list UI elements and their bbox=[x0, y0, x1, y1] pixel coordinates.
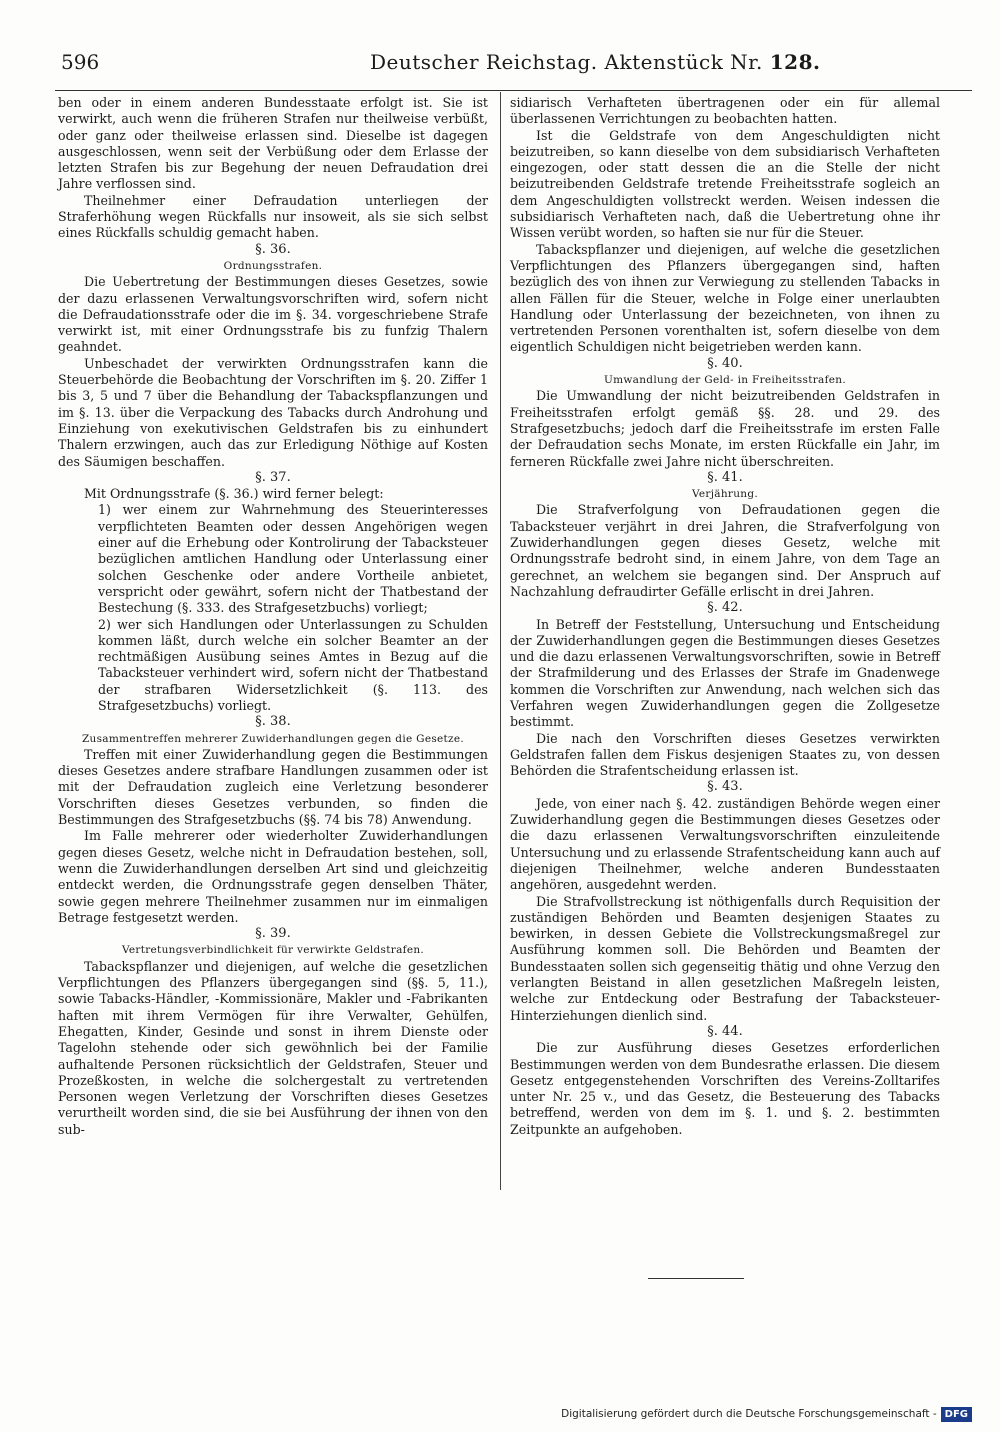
section-subtitle: Zusammentreffen mehrerer Zuwiderhandlungen gegen die Gesetze. bbox=[81, 732, 465, 745]
paragraph: Die zur Ausführung dieses Gesetzes erforderlichen Bestimmungen werden von dem Bundesrathe erlassen. Die diesem Gesetz entgegenstehenden Vorschriften des Vereins-Zolltarifes unter Nr. 25 v., und das Gesetz, die Besteuerung des Tabacks betreffend, werden von dem im §. 1. und §. 2. bestimmten Zeitpunkte an aufgehoben. bbox=[510, 1040, 940, 1137]
right-column bbox=[510, 95, 940, 1138]
section-heading: §. 44. bbox=[707, 1023, 743, 1039]
paragraph: Jede, von einer nach §. 42. zuständigen Behörde wegen einer Zuwiderhandlung gegen die Bestimmungen dieses Gesetzes oder die dazu erlassenen Verwaltungsvorschriften einzuleitende Untersuchung und zu erlassende Strafentscheidung kann auch auf diejenigen Theilnehmer, welche anderen Bundesstaaten angehören, ausgedehnt werden. bbox=[510, 795, 940, 893]
footer bbox=[561, 1404, 972, 1424]
paragraph: Unbeschadet der verwirkten Ordnungsstrafen kann die Steuerbehörde die Beobachtung der Vorschriften im §. 20. Ziffer 1 bis 3, 5 und 7 über die Behandlung der Tabackspflanzungen und im §. 13. über die Verpackung des Tabacks durch Androhung und Einziehung von exekutivischen Geldstrafen bis zu einhundert Thalern erzwingen, auch das zur Erledigung Nöthige auf Kosten des Säumigen beschaffen. bbox=[58, 355, 488, 469]
page-header bbox=[55, 50, 945, 80]
paragraph: Die nach den Vorschriften dieses Gesetzes verwirkten Geldstrafen fallen dem Fiskus desjenigen Staates zu, von dessen Behörden die Strafentscheidung erlassen ist. bbox=[510, 730, 940, 779]
end-rule bbox=[648, 1278, 744, 1279]
section-heading: §. 42. bbox=[707, 600, 743, 616]
left-column bbox=[58, 95, 488, 1138]
section-heading: §. 38. bbox=[255, 714, 291, 730]
paragraph: In Betreff der Feststellung, Untersuchung und Entscheidung der Zuwiderhandlungen gegen die Bestimmungen dieses Gesetzes und die dazu erlassenen Verwaltungsvorschriften, sowie in Betreff der Strafmilderung und des Erlasses der Strafe im Gnadenwege kommen die Vorschriften zur Anwendung, nach welchen sich das Verfahren wegen Zuwiderhandlungen gegen die Zollgesetze bestimmt. bbox=[510, 616, 940, 730]
section-heading: §. 39. bbox=[255, 926, 291, 942]
list-item: 1) wer einem zur Wahrnehmung des Steuerinteresses verpflichteten Beamten oder dessen Angehörigen wegen einer auf die Erhebung oder Kontrolirung der Tabacksteuer bezüglichen amtlichen Handlung oder Unterlassung einer solchen Geschenke oder andere Vortheile anbietet, verspricht oder gewährt, sofern nicht der Thatbestand der Bestechung (§. 333. des Strafgesetzbuchs) vorliegt; bbox=[98, 502, 488, 616]
section-heading: §. 41. bbox=[707, 469, 743, 485]
section-heading: §. 37. bbox=[255, 469, 291, 485]
paragraph: sidiarisch Verhafteten übertragenen oder ein für allemal überlassenen Verrichtungen zu beobachten hatten. bbox=[510, 95, 940, 127]
paragraph: Die Uebertretung der Bestimmungen dieses Gesetzes, sowie der dazu erlassenen Verwaltungsvorschriften wird, sofern nicht die Defraudationsstrafe oder die im §. 34. vorgeschriebene Strafe verwirkt ist, mit einer Ordnungsstrafe bis zu funfzig Thalern geahndet. bbox=[58, 274, 488, 355]
section-heading: §. 36. bbox=[255, 241, 291, 257]
section-subtitle: Verjährung. bbox=[691, 488, 759, 501]
paragraph: Im Falle mehrerer oder wiederholter Zuwiderhandlungen gegen dieses Gesetz, welche nicht in Defraudation bestehen, soll, wenn die Zuwiderhandlungen derselben Art sind und gleichzeitig entdeckt werden, die Ordnungsstrafe gegen denselben Thäter, sowie gegen mehrere Theilnehmer zusammen nur im einmaligen Betrage festgesetzt werden. bbox=[58, 828, 488, 925]
paragraph: ben oder in einem anderen Bundesstaate erfolgt ist. Sie ist verwirkt, auch wenn die früheren Strafen nur theilweise verbüßt, oder ganz oder theilweise erlassen sind. Dieselbe ist dagegen ausgeschlossen, wenn seit der Verbüßung oder dem Erlasse der letzten Strafen bis zur Begehung der neuen Defraudation drei Jahre verflossen sind. bbox=[58, 95, 488, 192]
footer-text: Digitalisierung gefördert durch die Deutsche Forschungsgemeinschaft - bbox=[561, 1408, 937, 1420]
paragraph: Tabackspflanzer und diejenigen, auf welche die gesetzlichen Verpflichtungen des Pflanzers übergegangen sind, haften bezüglich des von ihnen zur Verwiegung zu stellenden Tabacks in allen Fällen für die Steuer, welche in Folge einer unerlaubten Handlung oder Unterlassung der bezeichneten, von ihnen zu vertretenden Personen vorenthalten ist, sofern dieselbe von dem eigentlich Schuldigen nicht beigetrieben werden kann. bbox=[510, 241, 940, 355]
document-number: 128. bbox=[769, 50, 821, 74]
section-heading: §. 43. bbox=[707, 779, 743, 795]
section-subtitle: Umwandlung der Geld- in Freiheitsstrafen. bbox=[603, 374, 846, 387]
paragraph: Mit Ordnungsstrafe (§. 36.) wird ferner belegt: bbox=[84, 486, 384, 502]
section-subtitle: Ordnungsstrafen. bbox=[223, 259, 323, 272]
paragraph: Die Strafverfolgung von Defraudationen gegen die Tabacksteuer verjährt in drei Jahren, die Strafverfolgung von Zuwiderhandlungen gegen dieses Gesetz, welche mit Ordnungsstrafe bedroht sind, in einem Jahre, von dem Tage an gerechnet, an welchem sie begangen sind. Der Anspruch auf Nachzahlung defraudirter Gefälle erlischt in drei Jahren. bbox=[510, 502, 940, 599]
section-subtitle: Vertretungsverbindlichkeit für verwirkte Geldstrafen. bbox=[121, 944, 425, 957]
paragraph: Die Strafvollstreckung ist nöthigenfalls durch Requisition der zuständigen Behörden und Beamten desjenigen Staates zu bewirken, in dessen Gebiete die Vollstreckungsmaßregel zur Ausführung kommen soll. Die Behörden und Beamten der Bundesstaaten sollen sich gegenseitig thätig und ohne Verzug den verlangten Beistand in allen gesetzlichen Maßregeln leisten, welche zur Entdeckung oder Bestrafung der Tabacksteuer-Hinterziehungen dienlich sind. bbox=[510, 893, 940, 1023]
paragraph: Tabackspflanzer und diejenigen, auf welche die gesetzlichen Verpflichtungen des Pflanzers übergegangen sind (§§. 5, 11.), sowie Tabacks-Händler, -Kommissionäre, Makler und -Fabrikanten haften mit ihrem Vermögen für ihre Verwalter, Gehülfen, Ehegatten, Kinder, Gesinde und sonst in ihrem Dienste oder Tagelohn stehende oder sich gewöhnlich bei der Familie aufhaltende Personen rücksichtlich der Geldstrafen, Steuer und Prozeßkosten, in welche die solchergestalt zu vertretenden Personen wegen Verletzung der Vorschriften dieses Gesetzes verurtheilt worden sind, die sie bei Ausführung der ihnen von den sub- bbox=[58, 958, 488, 1137]
paragraph: Theilnehmer einer Defraudation unterliegen der Straferhöhung wegen Rückfalls nur insoweit, als sie sich selbst eines Rückfalls schuldig gemacht haben. bbox=[58, 192, 488, 241]
list-item: 2) wer sich Handlungen oder Unterlassungen zu Schulden kommen läßt, durch welche ein solcher Beamter an der rechtmäßigen Ausübung seines Amtes in Bezug auf die Tabacksteuer verhindert wird, sofern nicht der Thatbestand der strafbaren Widersetzlichkeit (§. 113. des Strafgesetzbuchs) vorliegt. bbox=[98, 616, 488, 713]
dfg-logo: DFG bbox=[941, 1407, 972, 1422]
running-title bbox=[370, 50, 820, 74]
paragraph: Ist die Geldstrafe von dem Angeschuldigten nicht beizutreiben, so kann dieselbe von dem subsidiarisch Verhafteten eingezogen, oder statt dessen die an die Stelle der nicht beizutreibenden Geldstrafe tretende Freiheitsstrafe sogleich an dem Angeschuldigten vollstreckt werden. Weisen indessen die subsidiarisch Verhafteten nach, daß die Uebertretung ohne ihr Wissen verübt worden, so haften sie nur für die Steuer. bbox=[510, 127, 940, 241]
running-title-text: Deutscher Reichstag. Aktenstück Nr. bbox=[370, 50, 763, 74]
section-heading: §. 40. bbox=[707, 355, 743, 371]
paragraph: Treffen mit einer Zuwiderhandlung gegen die Bestimmungen dieses Gesetzes andere strafbare Handlungen zusammen oder ist mit der Defraudation zugleich eine Verletzung besonderer Vorschriften dieses Gesetzes verbunden, so finden die Bestimmungen des Strafgesetzbuchs (§§. 74 bis 78) Anwendung. bbox=[58, 746, 488, 828]
header-rule bbox=[55, 90, 972, 91]
column-divider bbox=[500, 92, 501, 1190]
paragraph: Die Umwandlung der nicht beizutreibenden Geldstrafen in Freiheitsstrafen erfolgt gemäß §§. 28. und 29. des Strafgesetzbuchs; jedoch darf die Freiheitsstrafe im ersten Falle der Defraudation sechs Monate, im ersten Rückfalle ein Jahr, im ferneren Rückfalle zwei Jahre nicht überschreiten. bbox=[510, 388, 940, 469]
page-number: 596 bbox=[61, 50, 100, 74]
